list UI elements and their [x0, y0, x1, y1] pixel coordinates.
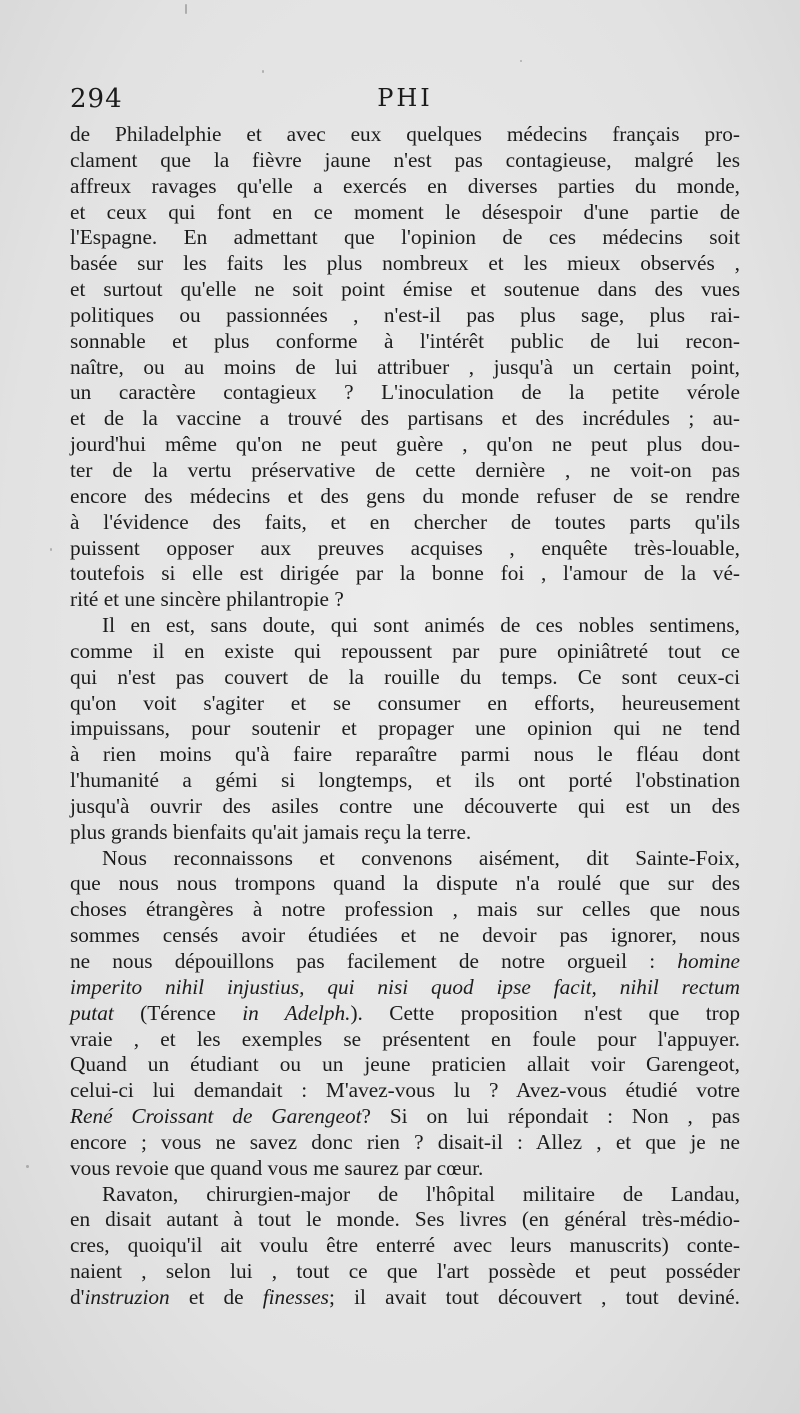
paper-speck [185, 4, 187, 14]
text-line: à rien moins qu'à faire reparaître parmi nous le fléau dont [70, 742, 740, 767]
text-line: en disait autant à tout le monde. Ses livres (en général très-médio- [70, 1207, 740, 1232]
text-line: l'Espagne. En admettant que l'opinion de ces médecins soit [70, 225, 740, 250]
text-line: celui-ci lui demandait : M'avez-vous lu ? Avez-vous étudié votre [70, 1078, 740, 1103]
body-text [70, 122, 740, 1311]
text-line: sommes censés avoir étudiées et ne devoir pas ignorer, nous [70, 923, 740, 948]
running-head: PHI [377, 84, 433, 112]
text-line: qu'on voit s'agiter et se consumer en efforts, heureusement [70, 690, 740, 715]
text-line: encore ; vous ne savez donc rien ? disait-il : Allez , et que je ne [70, 1129, 740, 1154]
text-line: qui n'est pas couvert de la rouille du temps. Ce sont ceux-ci [70, 664, 740, 689]
text-line: comme il en existe qui repoussent par pure opiniâtreté tout ce [70, 638, 740, 663]
text-line: jusqu'à ouvrir des asiles contre une découverte qui est un des [70, 793, 740, 818]
text-line: clament que la fièvre jaune n'est pas contagieuse, malgré les [70, 147, 740, 172]
text-line: toutefois si elle est dirigée par la bonne foi , l'amour de la vé- [70, 561, 740, 586]
text-line: choses étrangères à notre profession , mais sur celles que nous [70, 897, 740, 922]
paper-speck [50, 548, 52, 551]
text-line: Il en est, sans doute, qui sont animés de ces nobles sentimens, [102, 613, 740, 638]
text-line: et de la vaccine a trouvé des partisans et des incrédules ; au- [70, 406, 740, 431]
text-line: un caractère contagieux ? L'inoculation de la petite vérole [70, 380, 740, 405]
text-line: naître, ou au moins de lui attribuer , jusqu'à un certain point, [70, 354, 740, 379]
text-line: affreux ravages qu'elle a exercés en diverses parties du monde, [70, 173, 740, 198]
page-header [70, 84, 740, 124]
text-line: putat (Térence in Adelph.). Cette proposition n'est que trop [70, 1000, 740, 1025]
text-line: ne nous dépouillons pas facilement de notre orgueil : homine [70, 949, 740, 973]
paper-speck [520, 60, 522, 62]
text-line: puissent opposer aux preuves acquises , enquête très-louable, [70, 535, 740, 560]
text-line: de Philadelphie et avec eux quelques médecins français pro- [70, 122, 740, 146]
text-line: Nous reconnaissons et convenons aisément, dit Sainte-Foix, [102, 845, 740, 870]
paper-speck [262, 70, 264, 73]
text-line: et ceux qui font en ce moment le désespoir d'une partie de [70, 199, 740, 224]
text-line: Ravaton, chirurgien-major de l'hôpital militaire de Landau, [102, 1181, 740, 1206]
text-line: vous revoie que quand vous me saurez par cœur. [70, 1155, 484, 1180]
text-line: jourd'hui même qu'on ne peut guère , qu'on ne peut plus dou- [70, 432, 740, 457]
text-line: imperito nihil injustius, qui nisi quod ipse facit, nihil rectum [70, 974, 740, 999]
text-line: politiques ou passionnées , n'est-il pas plus sage, plus rai- [70, 302, 740, 327]
text-line: basée sur les faits les plus nombreux et les mieux observés , [70, 251, 740, 276]
text-line: cres, quoiqu'il ait voulu être enterré avec leurs manuscrits) conte- [70, 1233, 740, 1258]
text-line: et surtout qu'elle ne soit point émise et soutenue dans des vues [70, 277, 740, 302]
page-number: 294 [70, 84, 123, 114]
text-line: René Croissant de Garengeot? Si on lui répondait : Non , pas [70, 1104, 740, 1129]
text-line: à l'évidence des faits, et en chercher de toutes parts qu'ils [70, 509, 740, 534]
text-line: impuissans, pour soutenir et propager une opinion qui ne tend [70, 716, 740, 741]
text-line: d'instruzion et de finesses; il avait tout découvert , tout deviné. [70, 1284, 740, 1309]
text-line: plus grands bienfaits qu'ait jamais reçu la terre. [70, 819, 472, 844]
text-line: que nous nous trompons quand la dispute n'a roulé que sur des [70, 871, 740, 896]
text-line: ter de la vertu préservative de cette dernière , ne voit-on pas [70, 457, 740, 482]
text-line: rité et une sincère philantropie ? [70, 587, 344, 612]
text-line: l'humanité a gémi si longtemps, et ils ont porté l'obstination [70, 768, 740, 793]
text-line: encore des médecins et des gens du monde refuser de se rendre [70, 483, 740, 508]
text-line: vraie , et les exemples se présentent en foule pour l'appuyer. [70, 1026, 740, 1051]
paper-speck [26, 1165, 29, 1168]
text-line: Quand un étudiant ou un jeune praticien allait voir Garengeot, [70, 1052, 740, 1077]
text-line: sonnable et plus conforme à l'intérêt public de lui recon- [70, 328, 740, 353]
text-line: naient , selon lui , tout ce que l'art possède et peut posséder [70, 1259, 740, 1284]
